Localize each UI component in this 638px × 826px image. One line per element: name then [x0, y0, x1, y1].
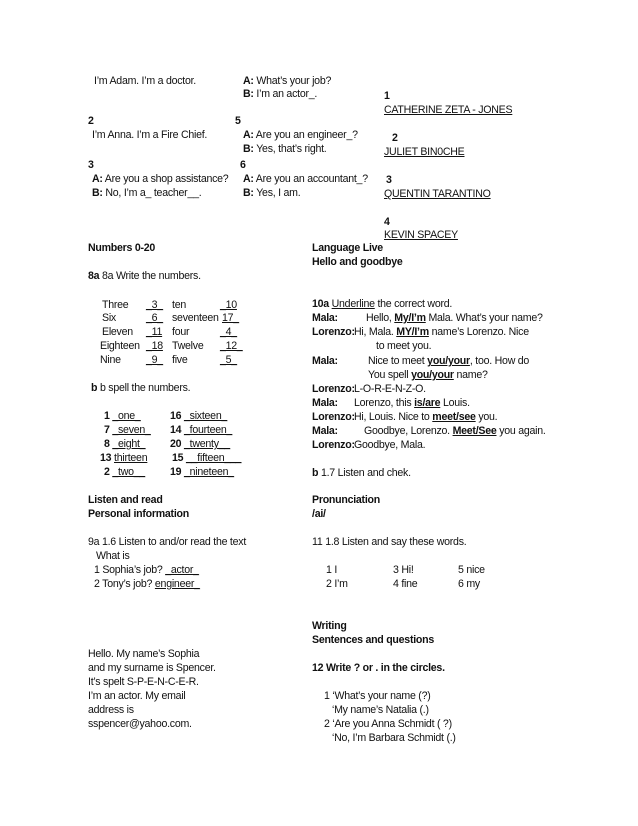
word-item: 3 Hi! — [393, 564, 414, 576]
spell-item: 14 _fourteen_ — [170, 424, 233, 436]
number-word: four — [172, 326, 190, 338]
speaker: Lorenzo: — [312, 439, 355, 451]
item-number: 6 — [240, 159, 246, 171]
actor-name: CATHERINE ZETA - JONES — [384, 104, 513, 116]
actor-name: KEVIN SPACEY — [384, 229, 458, 241]
dialog-text: Hi, Mala. MY/I’m name’s Lorenzo. Nice — [354, 326, 529, 338]
dialog-line: B: Yes, that’s right. — [243, 143, 327, 155]
item-number: 2 — [392, 132, 398, 144]
actor-name: QUENTIN TARANTINO — [384, 188, 491, 200]
exercise-instruction: 11 1.8 Listen and say these words. — [312, 536, 467, 548]
section-subtitle: /ai/ — [312, 508, 326, 520]
dialog-text: Goodbye, Mala. — [354, 439, 426, 451]
dialog-text: to meet you. — [376, 340, 432, 352]
text-line: Hello. My name’s Sophia — [88, 648, 200, 660]
speaker: Mala: — [312, 425, 338, 437]
dialog-text: You spell you/your name? — [368, 369, 488, 381]
writing-line: ‘No, I’m Barbara Schmidt (.) — [332, 732, 456, 744]
number-word: Nine — [100, 354, 121, 366]
writing-line: 2 ‘Are you Anna Schmidt ( ?) — [324, 718, 452, 730]
word-item: 1 I — [326, 564, 338, 576]
writing-line: 1 ‘What’s your name (?) — [324, 690, 431, 702]
spell-item: 1 _one_ — [104, 410, 141, 422]
number-answer: _4_ — [220, 326, 237, 338]
section-title: Writing — [312, 620, 347, 632]
spell-item: 13 thirteen — [100, 452, 148, 464]
instruction-text: 8a Write the numbers. — [102, 270, 201, 282]
dialog-line: A: Are you a shop assistance? — [92, 173, 229, 185]
number-word: five — [172, 354, 188, 366]
actor-name: JULIET BIN0CHE — [384, 146, 465, 158]
section-title: Pronunciation — [312, 494, 380, 506]
text-line: address is — [88, 704, 134, 716]
number-answer: _18 — [146, 340, 163, 352]
text-line: and my surname is Spencer. — [88, 662, 216, 674]
spell-item: 20 _twenty__ — [170, 438, 231, 450]
number-answer: _11 — [146, 326, 163, 338]
instruction-text: b spell the numbers. — [99, 382, 191, 394]
word-item: 6 my — [458, 578, 480, 590]
number-word: Eighteen — [100, 340, 140, 352]
question-line: 1 Sophia’s job? _actor_ — [94, 564, 199, 576]
spell-item: 8 _eight_ — [104, 438, 146, 450]
dialog-text: Lorenzo, this is/are Louis. — [354, 397, 470, 409]
dialog-text: Hi, Louis. Nice to meet/see you. — [354, 411, 498, 423]
section-title: Listen and read — [88, 494, 163, 506]
sentence-adam: I’m Adam. I’m a doctor. — [94, 75, 196, 87]
number-word: Three — [102, 299, 129, 311]
text-line: I’m an actor. My email — [88, 690, 186, 702]
exercise-instruction: 10a Underline the correct word. — [312, 298, 453, 310]
item-number: 3 — [386, 174, 392, 186]
speaker: Lorenzo: — [312, 383, 355, 395]
word-item: 2 I’m — [326, 578, 348, 590]
dialog-line: A: What’s your job? — [243, 75, 332, 87]
number-word: Six — [102, 312, 116, 324]
dialog-line: A: Are you an engineer_? — [243, 129, 358, 141]
item-number: 5 — [235, 115, 241, 127]
speaker: Lorenzo: — [312, 411, 355, 423]
item-number: 1 — [384, 90, 390, 102]
spell-item: 19 _nineteen_ — [170, 466, 234, 478]
number-answer: _12_ — [220, 340, 243, 352]
question-label: What is — [96, 550, 130, 562]
text-line: It’s spelt S-P-E-N-C-E-R. — [88, 676, 199, 688]
dialog-line: B: No, I’m a_ teacher__. — [92, 187, 202, 199]
question-line: 2 Tony’s job? engineer_ — [94, 578, 200, 590]
exercise-instruction: b 1.7 Listen and chek. — [312, 467, 411, 479]
spell-item: 2 _two__ — [104, 466, 146, 478]
dialog-text: Hello, My/I’m Mala. What’s your name? — [366, 312, 543, 324]
spell-item: 16 _sixteen_ — [170, 410, 228, 422]
section-subtitle: Sentences and questions — [312, 634, 434, 646]
item-number: 4 — [384, 216, 390, 228]
exercise-instruction: 8a 8a Write the numbers. — [88, 270, 201, 282]
number-word: seventeen — [172, 312, 219, 324]
number-answer: _5_ — [220, 354, 237, 366]
text-line: sspencer@yahoo.com. — [88, 718, 192, 730]
number-word: Eleven — [102, 326, 133, 338]
section-subtitle: Hello and goodbye — [312, 256, 403, 268]
number-answer: _9_ — [146, 354, 163, 366]
section-title: Language Live — [312, 242, 383, 254]
number-answer: _10 — [220, 299, 237, 311]
dialog-line: B: I’m an actor_. — [243, 88, 318, 100]
exercise-instruction: b b spell the numbers. — [91, 382, 191, 394]
spell-item: 7 _seven_ — [104, 424, 151, 436]
exercise-instruction: 12 Write ? or . in the circles. — [312, 662, 445, 674]
number-word: ten — [172, 299, 186, 311]
speaker: Mala: — [312, 397, 338, 409]
dialog-text: Goodbye, Lorenzo. Meet/See you again. — [364, 425, 546, 437]
writing-line: ‘My name’s Natalia (.) — [332, 704, 429, 716]
number-answer: _6_ — [146, 312, 163, 324]
item-number: 2 — [88, 115, 94, 127]
speaker: Lorenzo: — [312, 326, 355, 338]
item-number: 3 — [88, 159, 94, 171]
dialog-text: L-O-R-E-N-Z-O. — [354, 383, 426, 395]
number-word: Twelve — [172, 340, 204, 352]
word-item: 5 nice — [458, 564, 485, 576]
dialog-line: B: Yes, I am. — [243, 187, 301, 199]
word-item: 4 fine — [393, 578, 418, 590]
spell-item: 15 __fifteen___ — [172, 452, 242, 464]
dialog-text: Nice to meet you/your, too. How do — [368, 355, 530, 367]
number-answer: 17_ — [222, 312, 239, 324]
speaker: Mala: — [312, 312, 338, 324]
dialog-line: A: Are you an accountant_? — [243, 173, 368, 185]
sentence-anna: I’m Anna. I’m a Fire Chief. — [92, 129, 208, 141]
section-subtitle: Personal information — [88, 508, 189, 520]
speaker: Mala: — [312, 355, 338, 367]
exercise-instruction: 9a 1.6 Listen to and/or read the text — [88, 536, 247, 548]
number-answer: _3_ — [146, 299, 163, 311]
section-title: Numbers 0-20 — [88, 242, 156, 254]
